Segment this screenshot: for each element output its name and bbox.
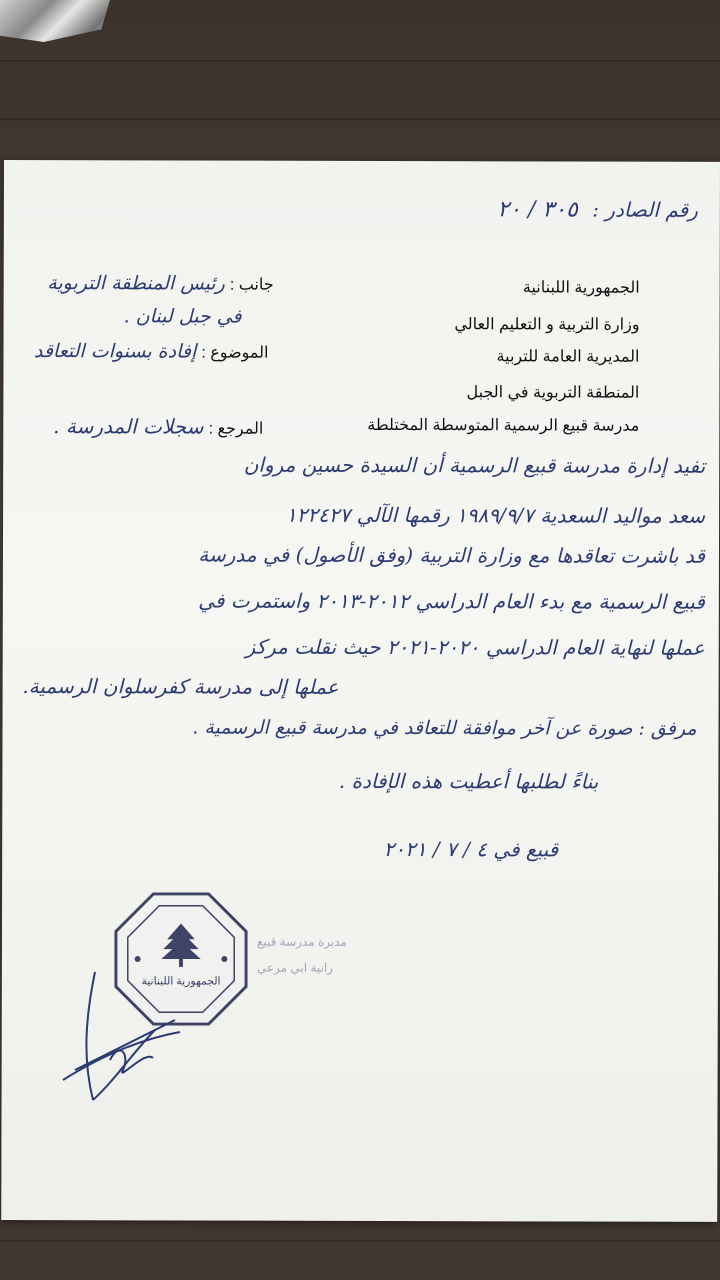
stamp-side-title: مديرة مدرسة قبيع [256, 934, 348, 949]
body-line-6: عملها إلى مدرسة كفرسلوان الرسمية. [22, 674, 339, 699]
ref-value: سجلات المدرسة . [53, 414, 204, 439]
reference-value: ٣٠٥ / ٢٠ [497, 197, 578, 223]
body-line-3: قد باشرت تعاقدها مع وزارة التربية (وفق الأصول) في مدرسة [198, 542, 705, 568]
header-region: المنطقة التربوية في الجبل [466, 384, 640, 402]
to-label: جانب : [229, 276, 274, 294]
wood-grain [0, 118, 720, 120]
subject-value: إفادة بسنوات التعاقد [33, 340, 197, 363]
signature [55, 960, 185, 1110]
attachment-line-1: مرفق : صورة عن آخر موافقة للتعاقد في مدرسة قبيع الرسمية . [192, 716, 697, 740]
body-line-4: قبيع الرسمية مع بدء العام الدراسي ٢٠١٢-٢٠١٣ واستمرت في [198, 588, 705, 614]
header-republic: الجمهورية اللبنانية [522, 279, 640, 297]
addressee-reference [23, 414, 263, 439]
stamp-side-name: رانية ابي مرعي [256, 960, 333, 975]
star-icon [221, 956, 227, 962]
header-directorate: المديرية العامة للتربية [496, 348, 640, 366]
foil-wrapper [0, 0, 110, 42]
subject-label: الموضوع : [201, 344, 269, 362]
place-date: قبيع في ٤ / ٧ / ٢٠٢١ [383, 836, 559, 862]
addressee-subject [13, 340, 268, 363]
addressee-to [44, 272, 274, 295]
body-line-1: تفيد إدارة مدرسة قبيع الرسمية أن السيدة حسين مروان [243, 452, 706, 478]
reference-number [497, 197, 698, 223]
stamp-text: الجمهورية اللبنانية [141, 975, 221, 988]
wood-grain [0, 1240, 720, 1242]
ref-label: المرجع : [208, 420, 264, 438]
header-ministry: وزارة التربية و التعليم العالي [454, 316, 640, 334]
to-value: رئيس المنطقة التربوية [47, 272, 225, 295]
wood-grain [0, 60, 720, 62]
body-line-2: سعد مواليد السعدية ١٩٨٩/٩/٧ رقمها الآلي ١٢٢٤٢٧ [285, 502, 706, 528]
to-value-line2: في جبل لبنان . [123, 305, 242, 328]
reference-label: رقم الصادر : [592, 197, 698, 222]
attachment-line-2: بناءً لطلبها أعطيت هذه الإفادة . [338, 768, 599, 794]
body-line-5: عملها لنهاية العام الدراسي ٢٠٢٠-٢٠٢١ حيث نقلت مركز [245, 634, 705, 660]
header-school: مدرسة قبيع الرسمية المتوسطة المختلطة [367, 416, 640, 435]
